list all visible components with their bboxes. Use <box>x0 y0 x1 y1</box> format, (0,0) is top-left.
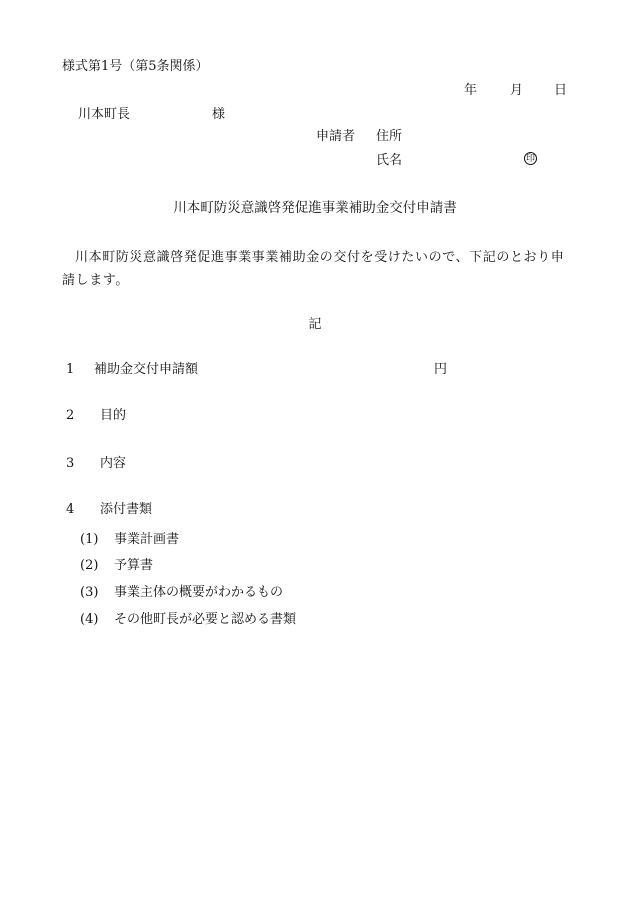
seal-icon: 印 <box>525 154 535 164</box>
item-3-number: 3 <box>66 456 75 471</box>
addressee: 川本町長 <box>78 107 131 122</box>
request-body-text: 川本町防災意識啓発促進事業事業補助金の交付を受けたいので、下記のとおり申請します。 <box>62 250 565 288</box>
attachment-1-number: (1) <box>80 532 99 547</box>
addressee-honorific: 様 <box>212 107 226 122</box>
attachment-4-number: (4) <box>80 612 99 627</box>
attachment-2-label: 予算書 <box>114 558 154 573</box>
item-3-label: 内容 <box>100 456 127 471</box>
applicant-address-label: 住所 <box>376 129 403 144</box>
record-mark: 記 <box>308 317 322 332</box>
attachment-1-label: 事業計画書 <box>114 532 180 547</box>
applicant-label: 申請者 <box>316 129 356 144</box>
form-number: 様式第1号（第5条関係） <box>62 59 209 74</box>
item-1-label: 補助金交付申請額 <box>94 362 199 377</box>
item-1-unit: 円 <box>434 362 448 377</box>
item-2-label: 目的 <box>100 408 127 423</box>
date-year-label: 年 <box>464 83 478 98</box>
date-day-label: 日 <box>554 83 568 98</box>
item-4-number: 4 <box>66 502 75 517</box>
document-title: 川本町防災意識啓発促進事業補助金交付申請書 <box>173 200 457 216</box>
attachment-3-number: (3) <box>80 585 99 600</box>
attachment-3-label: 事業主体の概要がわかるもの <box>114 585 284 600</box>
item-1-number: 1 <box>66 362 75 377</box>
date-month-label: 月 <box>510 83 524 98</box>
attachment-2-number: (2) <box>80 558 99 573</box>
item-4-label: 添付書類 <box>100 502 153 517</box>
attachment-4-label: その他町長が必要と認める書類 <box>114 612 297 627</box>
item-2-number: 2 <box>66 408 75 423</box>
applicant-name-label: 氏名 <box>376 153 403 168</box>
